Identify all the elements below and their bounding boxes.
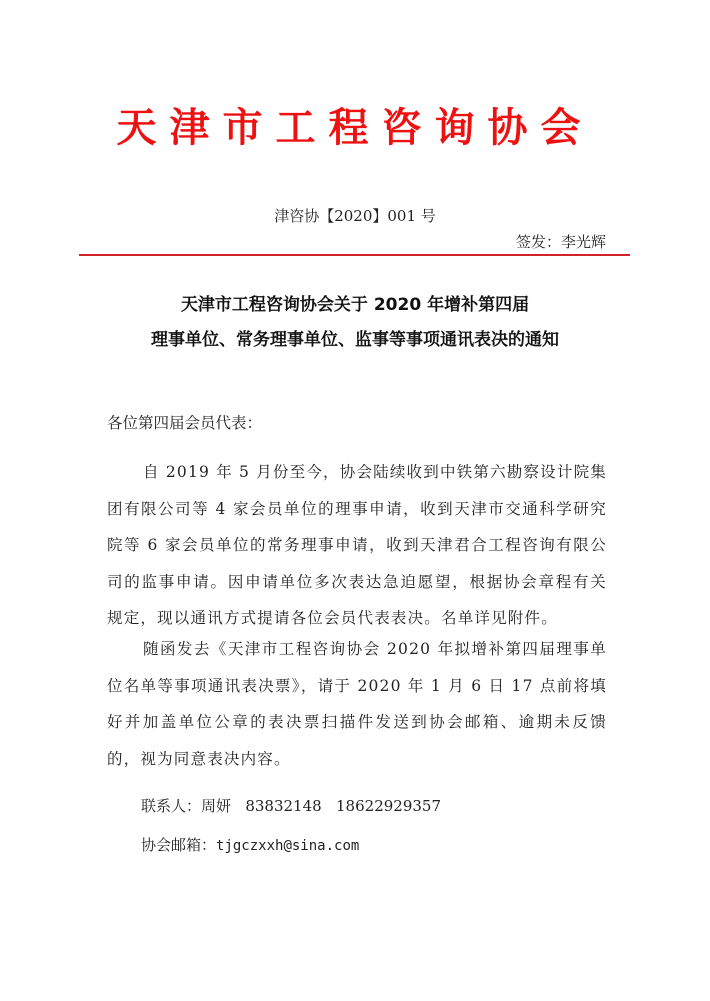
letterhead-red-rule	[79, 254, 630, 256]
signer	[516, 232, 606, 252]
email-label: 协会邮箱：	[141, 836, 217, 854]
notice-title-line-1: 天津市工程咨询协会关于 2020 年增补第四届	[180, 295, 530, 315]
email-line	[141, 834, 641, 857]
contact-phone-2: 18622929357	[336, 797, 441, 815]
signer-name: 李光辉	[560, 233, 606, 251]
contact-line	[141, 795, 641, 817]
salutation: 各位第四届会员代表：	[107, 414, 263, 432]
body-paragraph-2: 随函发去《天津市工程咨询协会 2020 年拟增补第四届理事单位名单等事项通讯表决票》，请于 2020 年 1 月 6 日 17 点前将填好并加盖单位公章的表决票扫描件发送到协会邮箱、逾期未反馈的，视为同意表决内容。	[107, 640, 607, 768]
notice-title-line-2: 理事单位、常务理事单位、监事等事项通讯表决的通知	[151, 330, 559, 350]
body-paragraph-1: 自 2019 年 5 月份至今，协会陆续收到中铁第六勘察设计院集团有限公司等 4 家会员单位的理事申请，收到天津市交通科学研究院等 6 家会员单位的常务理事申请，收到天津君合工程咨询有限公司的监事申请。因申请单位多次表达急迫愿望，根据协会章程有关规定，现以通讯方式提请各位会员代表表决。名单详见附件。	[107, 463, 607, 627]
contact-phone-1: 83832148	[245, 797, 322, 815]
document-number: 津咨协【2020】001 号	[274, 207, 436, 225]
letterhead-title: 天津市工程咨询协会	[116, 104, 594, 151]
contact-name: 周妍	[201, 797, 232, 815]
signer-label: 签发：	[515, 233, 561, 251]
email-address[interactable]: tjgczxxh@sina.com	[216, 838, 360, 854]
contact-label: 联系人：	[141, 797, 202, 815]
